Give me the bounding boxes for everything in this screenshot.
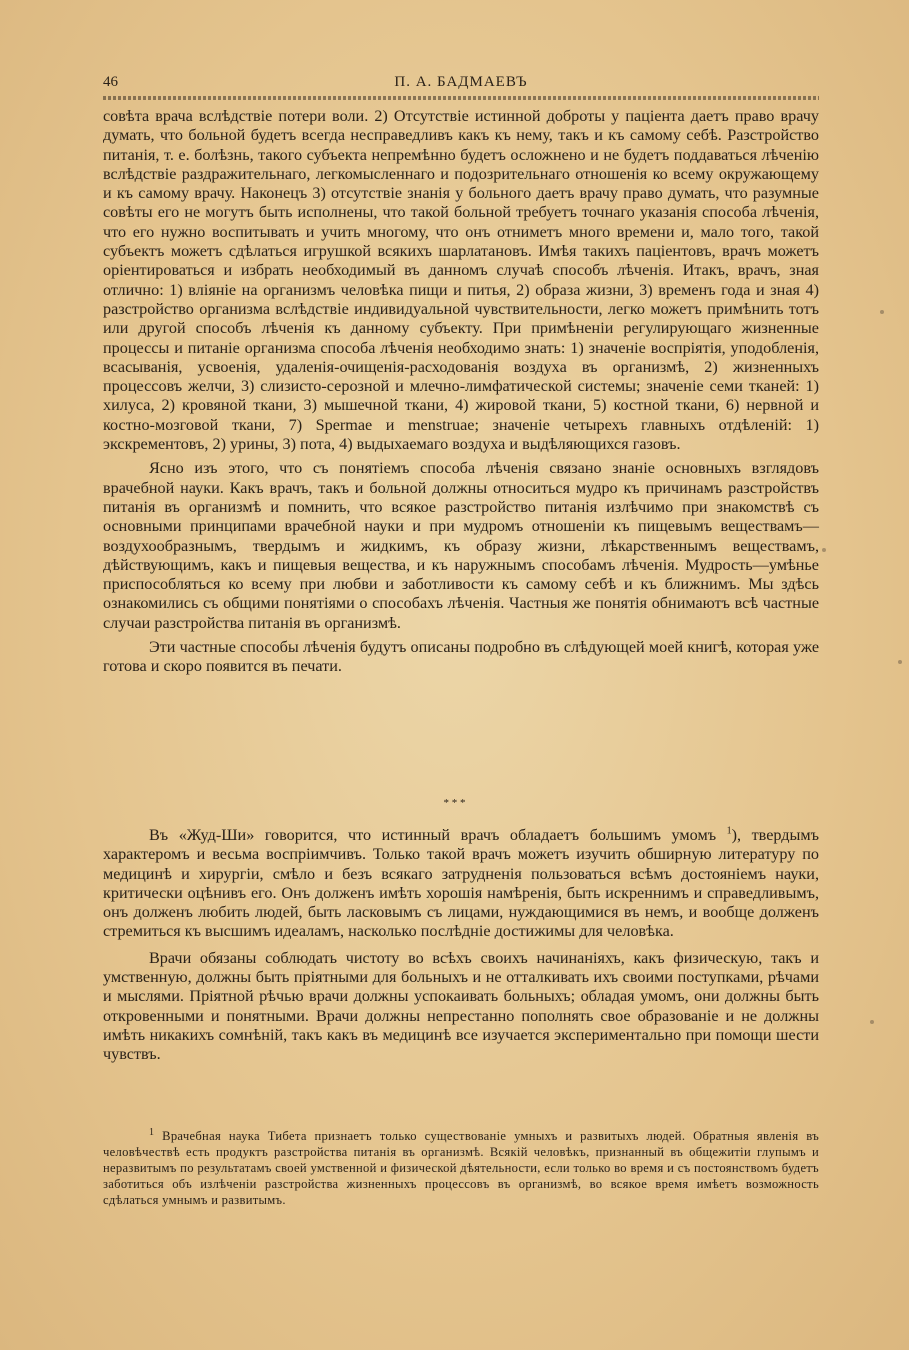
footnote [103,1128,819,1208]
paragraph: Эти частные способы лѣченія будутъ описаны подробно въ слѣдующей моей книгѣ, которая уже готова и скоро появится въ печати. [103,638,819,676]
page-number: 46 [103,74,118,90]
paper-speck [880,310,884,314]
paragraph: совѣта врача вслѣдствіе потери воли. 2) Отсутствіе истинной доброты у паціента даетъ право врачу думать, что больной будетъ всегда несправедливъ какъ къ нему, такъ и къ самому себѣ. Разстройство питанія, т. е. болѣзнь, такого субъекта непремѣнно будетъ осложнено и не будетъ поддаваться лѣченію вслѣдствіе раздражительнаго, легкомысленнаго и подозрительнаго отношенія ко всему окружающему и къ самому врачу. Наконецъ 3) отсутствіе знанія у больного даетъ врачу право думать, что разумные совѣты его не могутъ быть исполнены, что такой больной требуетъ точнаго указанія способа лѣченія, что его нужно воспитывать и учить многому, что онъ отниметъ много времени и, мало того, такой субъектъ можетъ сдѣлаться игрушкой всякихъ шарлатановъ. Имѣя такихъ паціентовъ, врачъ можетъ оріентироваться и избрать необходимый въ данномъ случаѣ способъ лѣченія. Итакъ, врачъ, зная отлично: 1) вліяніе на организмъ человѣка пищи и питья, 2) образа жизни, 3) временъ года и зная 4) разстройство организма вслѣдствіе индивидуальной чувствительности, легко можетъ примѣнить тотъ или другой способъ лѣченія къ данному субъекту. При примѣненіи регулирующаго жизненные процессы и питаніе организма способа лѣченія необходимо знать: 1) значеніе воспріятія, уподобленія, всасыванія, усвоенія, удаленія-очищенія-расходованія воздуха въ организмѣ, 2) жизненныхъ процессовъ желчи, 3) слизисто-серозной и млечно-лимфатической системы; значеніе семи тканей: 1) хилуса, 2) кровяной ткани, 3) мышечной ткани, 4) жировой ткани, 5) костной ткани, 6) нервной и костно-мозговой ткани, 7) Spermae и menstruae; значеніе четырехъ главныхъ отдѣленій: 1) экскрементовъ, 2) урины, 3) пота, 4) выдыхаемаго воздуха и выдѣляющихся газовъ. [103,107,819,454]
footnote-mark: 1 [149,1126,155,1138]
paragraph [103,826,819,942]
page-header [103,72,819,94]
footnote-text: Врачебная наука Тибета признаетъ только существованіе умныхъ и развитыхъ людей. Обратныя явленія въ человѣчествѣ есть продуктъ разстройства питанія въ организмѣ. Всякій человѣкъ, признанный въ общежитіи глупымъ и неразвитымъ по результатамъ своей умственной и физической дѣятельности, если только во время и съ постоянствомъ будетъ заботиться объ излѣченіи разстройства жизненныхъ процессовъ въ организмѣ, во всякое время имѣетъ возможность сдѣлаться умнымъ и развитымъ. [103,1129,820,1207]
header-rule [103,96,819,100]
paragraph: Врачи обязаны соблюдать чистоту во всѣхъ своихъ начинаніяхъ, какъ физическую, такъ и умственную, должны быть пріятными для больныхъ и не отталкивать ихъ своими поступками, рѣчами и мыслями. Пріятной рѣчью врачи должны успокаивать больныхъ; обладая умомъ, они должны быть откровенными и понятными. Врачи должны непрестанно пополнять свое образованіе и не должны имѣть никакихъ сомнѣній, такъ какъ въ медицинѣ все изучается экспериментально при помощи шести чувствъ. [103,948,819,1064]
paper-speck [822,548,826,552]
section-divider: * * * [443,797,466,809]
running-title: П. А. БАДМАЕВЪ [394,74,528,90]
paragraph: Ясно изъ этого, что съ понятіемъ способа лѣченія связано знаніе основныхъ взглядовъ врачебной науки. Какъ врачъ, такъ и больной должны относиться мудро къ причинамъ разстройствъ питанія въ организмѣ и помнить, что всякое разстройство питанія излѣчимо при знакомствѣ съ основными принципами врачебной науки и при мудромъ отношеніи къ пищевымъ веществамъ—воздухообразнымъ, твердымъ и жидкимъ, къ образу жизни, лѣкарственнымъ веществамъ, дѣйствующимъ, какъ и пищевыя вещества, и къ наружнымъ способамъ лѣченія. Мудрость—умѣнье приспособляться ко всему при любви и заботливости къ самому себѣ и къ ближнимъ. Мы здѣсь ознакомились съ общими понятіями о способахъ лѣченія. Частныя же понятія обнимаютъ всѣ частные случаи разстройства питанія въ организмѣ. [103,459,819,632]
paragraph-text: Въ «Жуд-Ши» говорится, что истинный врачъ обладаетъ большимъ умомъ [149,826,717,844]
footnote-reference[interactable]: 1 [726,825,732,837]
paragraph-text: ), твердымъ характеромъ и весьма воспріимчивъ. Только такой врачъ можетъ изучить обширную литературу по медицинѣ и хирургіи, смѣло и безъ всякаго затрудненія пользоваться всѣмъ достояніемъ науки, критически оцѣнивъ его. Онъ долженъ имѣть хорошія намѣренія, быть искреннимъ и справедливымъ, онъ долженъ любить людей, быть ласковымъ съ лицами, нуждающимися въ немъ, и вообще долженъ стремиться къ высшимъ идеаламъ, насколько послѣдніе достижимы для человѣка. [103,826,819,941]
main-text [103,107,819,682]
section-two [103,826,819,1072]
paper-speck [870,1020,874,1024]
paper-speck [898,660,902,664]
